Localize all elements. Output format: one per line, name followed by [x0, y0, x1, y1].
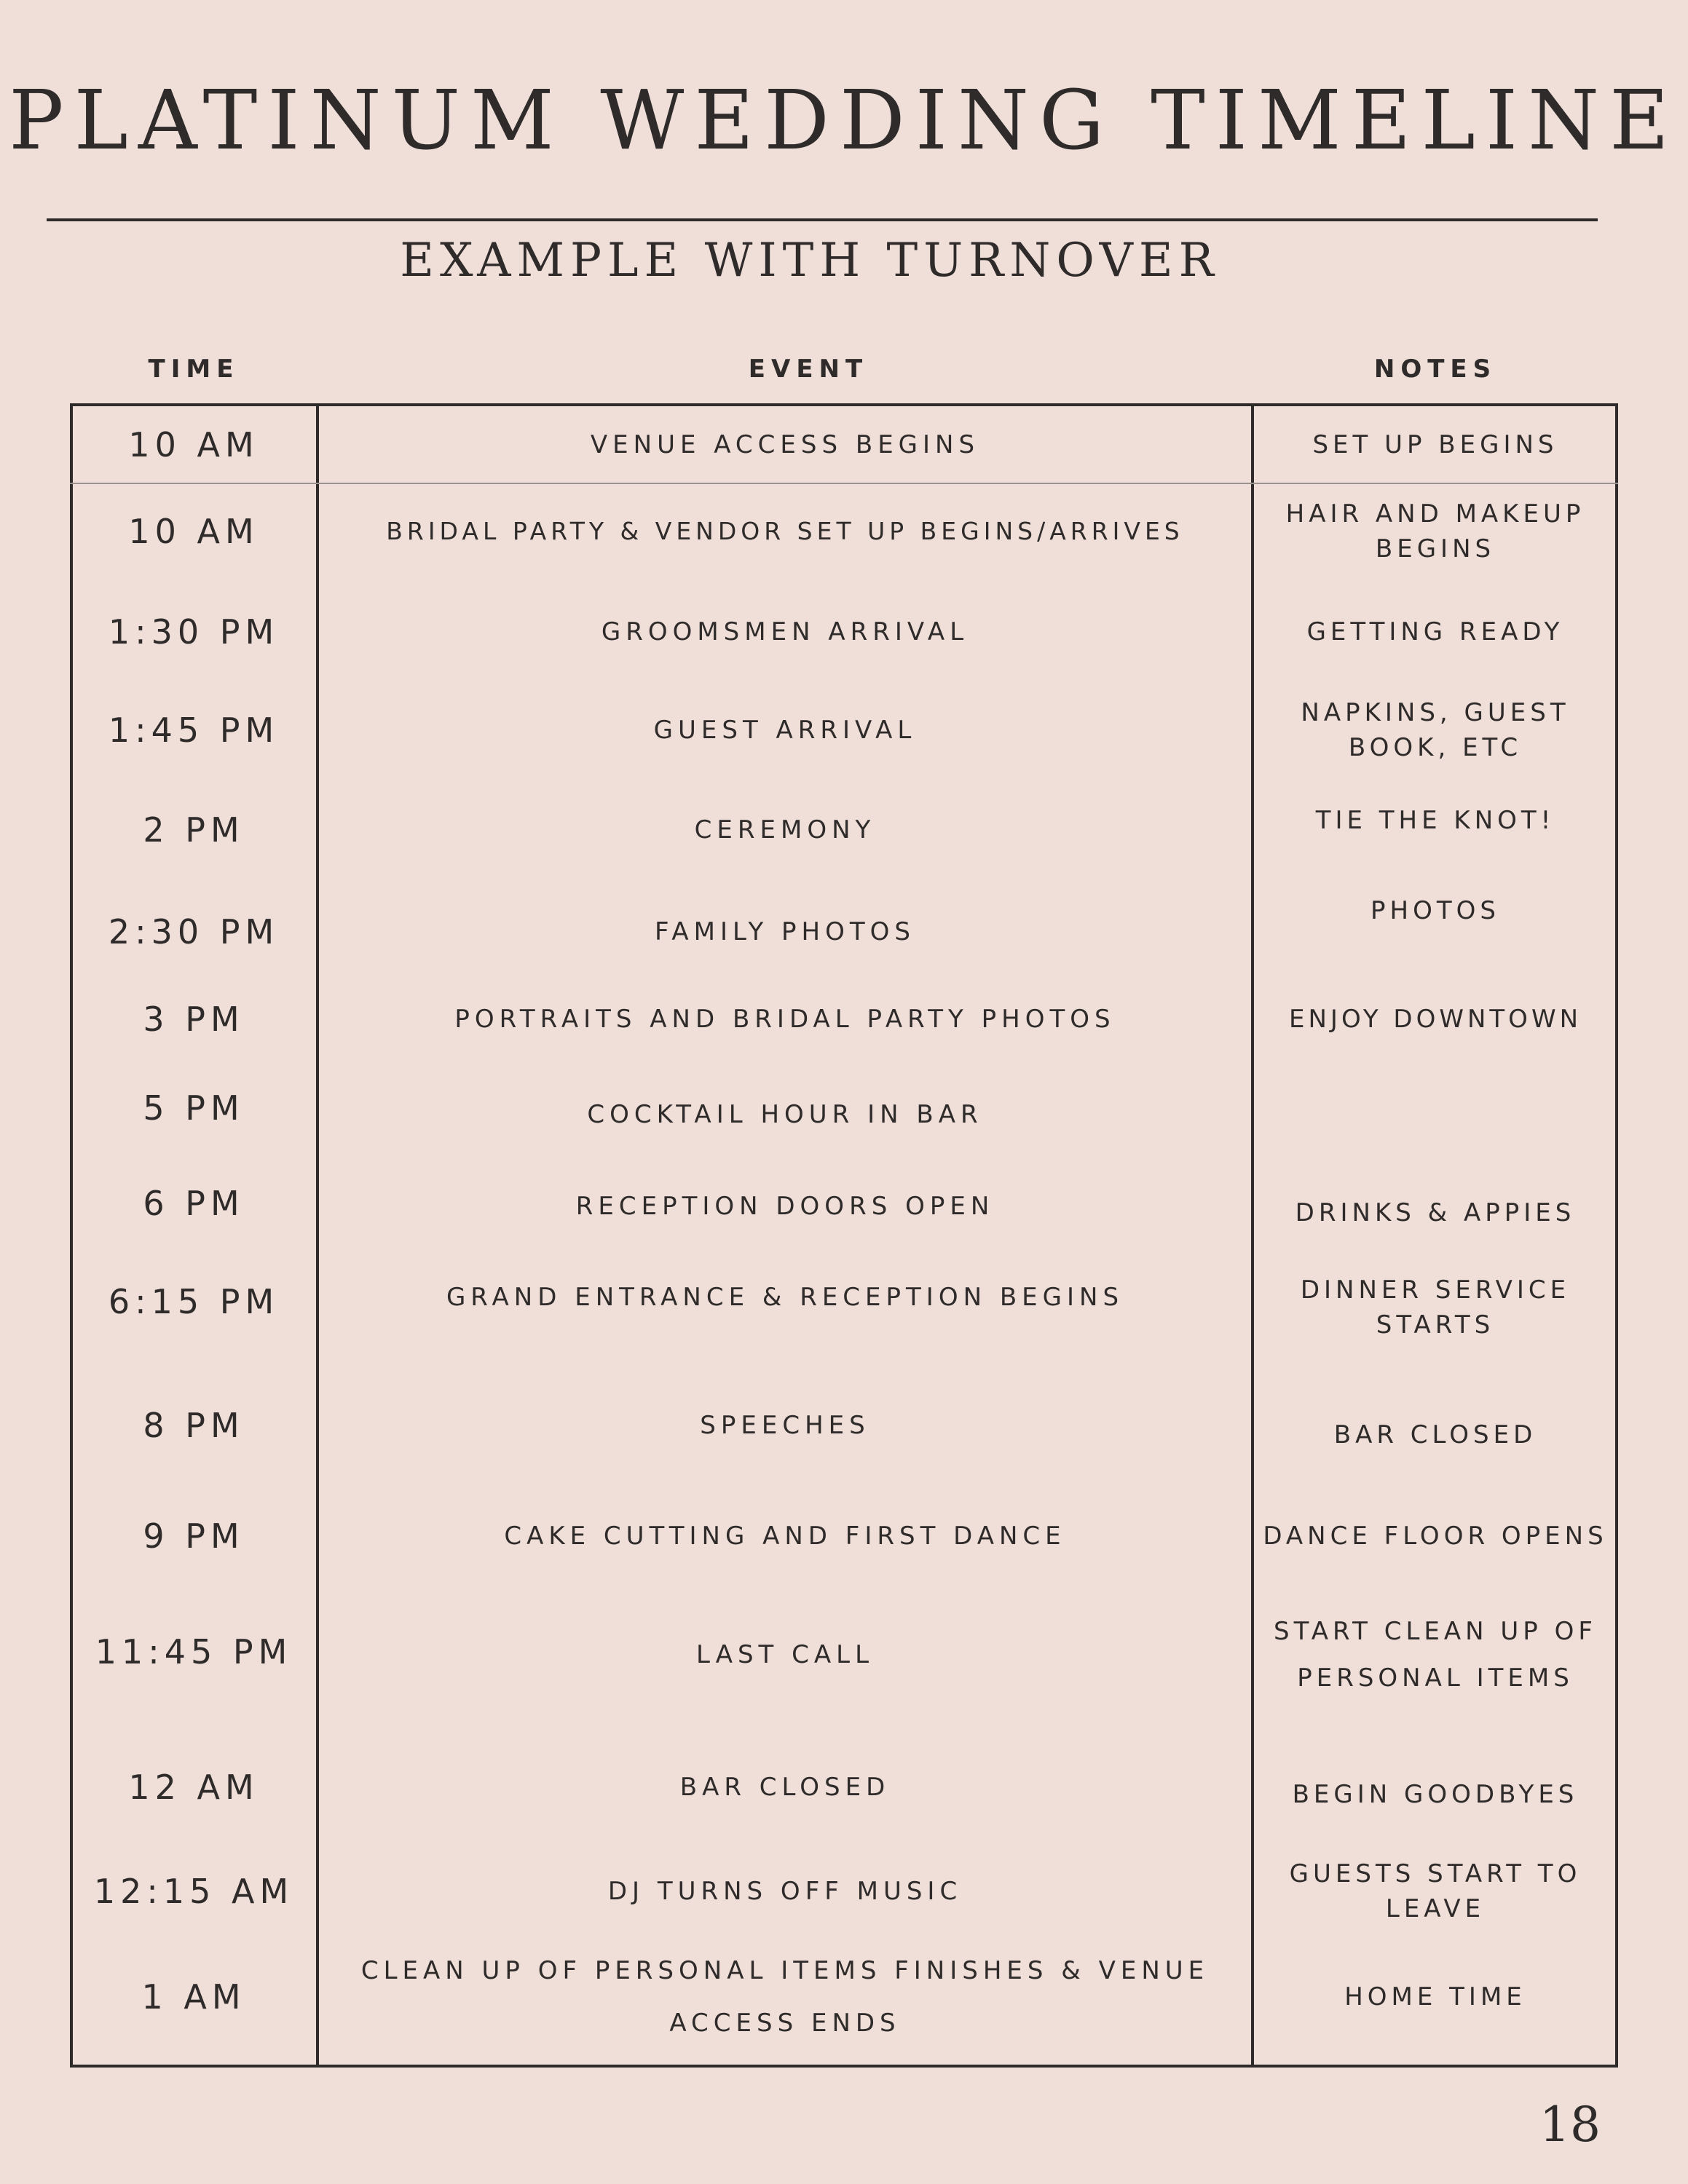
time-cell: 10 AM — [128, 512, 259, 551]
time-cell: 3 PM — [143, 1000, 245, 1039]
table-row — [70, 579, 1618, 684]
page-title: PLATINUM WEDDING TIMELINE — [9, 74, 1679, 168]
column-header-event: EVENT — [748, 355, 869, 384]
event-cell: PORTRAITS AND BRIDAL PARTY PHOTOS — [454, 1005, 1116, 1034]
table-row — [70, 406, 1618, 483]
time-cell: 6:15 PM — [108, 1281, 280, 1321]
time-cell: 6 PM — [143, 1183, 245, 1223]
time-cell: 10 AM — [128, 424, 259, 464]
event-cell: CAKE CUTTING AND FIRST DANCE — [504, 1522, 1066, 1551]
table-row — [70, 885, 1618, 979]
event-cell: DJ TURNS OFF MUSIC — [607, 1876, 963, 1906]
event-cell: FAMILY PHOTOS — [654, 917, 915, 946]
table-row — [70, 484, 1618, 579]
event-cell: GRAND ENTRANCE & RECEPTION BEGINS — [446, 1283, 1124, 1312]
table-row — [70, 1929, 1618, 2065]
table-row — [70, 1722, 1618, 1853]
notes-cell: DINNER SERVICE STARTS — [1300, 1275, 1571, 1340]
time-cell: 11:45 PM — [95, 1632, 293, 1671]
event-cell: COCKTAIL HOUR IN BAR — [587, 1100, 983, 1129]
notes-cell: DANCE FLOOR OPENS — [1263, 1522, 1608, 1551]
notes-cell: ENJOY DOWNTOWN — [1289, 1005, 1582, 1034]
time-cell: 1 AM — [141, 1977, 246, 2017]
page-subtitle: EXAMPLE WITH TURNOVER — [400, 234, 1220, 288]
time-cell: 9 PM — [143, 1516, 245, 1556]
table-row — [70, 1485, 1618, 1587]
table-row — [70, 684, 1618, 775]
table-row — [70, 979, 1618, 1059]
column-header-time: TIME — [148, 355, 240, 384]
table-row — [70, 775, 1618, 885]
notes-cell: HOME TIME — [1344, 1982, 1526, 2011]
time-cell: 1:30 PM — [108, 612, 280, 652]
table-row — [70, 1059, 1618, 1168]
event-cell: SPEECHES — [700, 1410, 870, 1440]
notes-cell: GUESTS START TO LEAVE — [1289, 1859, 1582, 1923]
table-row — [70, 1587, 1618, 1722]
table-row — [70, 1168, 1618, 1238]
notes-cell: BEGIN GOODBYES — [1292, 1780, 1579, 1809]
page-number: 18 — [1539, 2097, 1601, 2153]
time-cell: 2:30 PM — [108, 912, 280, 951]
table-row — [70, 1853, 1618, 1929]
notes-cell: START CLEAN UP OF PERSONAL ITEMS — [1274, 1616, 1597, 1693]
notes-cell: SET UP BEGINS — [1312, 430, 1558, 459]
event-cell: GUEST ARRIVAL — [653, 715, 917, 745]
notes-cell: NAPKINS, GUEST BOOK, ETC — [1301, 697, 1570, 762]
table-row — [70, 1238, 1618, 1365]
event-cell: CLEAN UP OF PERSONAL ITEMS FINISHES & VENUE ACCESS ENDS — [360, 1956, 1210, 2038]
time-cell: 2 PM — [143, 810, 245, 850]
notes-cell: BAR CLOSED — [1333, 1420, 1537, 1449]
notes-cell: PHOTOS — [1370, 896, 1500, 925]
column-header-notes: NOTES — [1373, 355, 1497, 384]
event-cell: LAST CALL — [695, 1639, 875, 1669]
notes-cell: TIE THE KNOT! — [1315, 806, 1555, 835]
table-row — [70, 1365, 1618, 1485]
notes-cell: GETTING READY — [1306, 617, 1564, 646]
notes-cell: HAIR AND MAKEUP BEGINS — [1285, 499, 1585, 563]
notes-cell: DRINKS & APPIES — [1295, 1198, 1576, 1227]
event-cell: BRIDAL PARTY & VENDOR SET UP BEGINS/ARRIVES — [386, 517, 1184, 545]
event-cell: CEREMONY — [694, 815, 876, 844]
time-cell: 8 PM — [143, 1405, 245, 1445]
event-cell: BAR CLOSED — [679, 1773, 891, 1802]
event-cell: VENUE ACCESS BEGINS — [590, 430, 980, 459]
event-cell: RECEPTION DOORS OPEN — [575, 1192, 995, 1221]
time-cell: 12 AM — [128, 1768, 259, 1807]
time-cell: 5 PM — [143, 1088, 245, 1128]
event-cell: GROOMSMEN ARRIVAL — [601, 617, 969, 646]
title-divider — [47, 218, 1598, 221]
time-cell: 1:45 PM — [108, 710, 280, 750]
notes-cell — [1253, 1059, 1618, 1168]
time-cell: 12:15 AM — [93, 1871, 294, 1911]
